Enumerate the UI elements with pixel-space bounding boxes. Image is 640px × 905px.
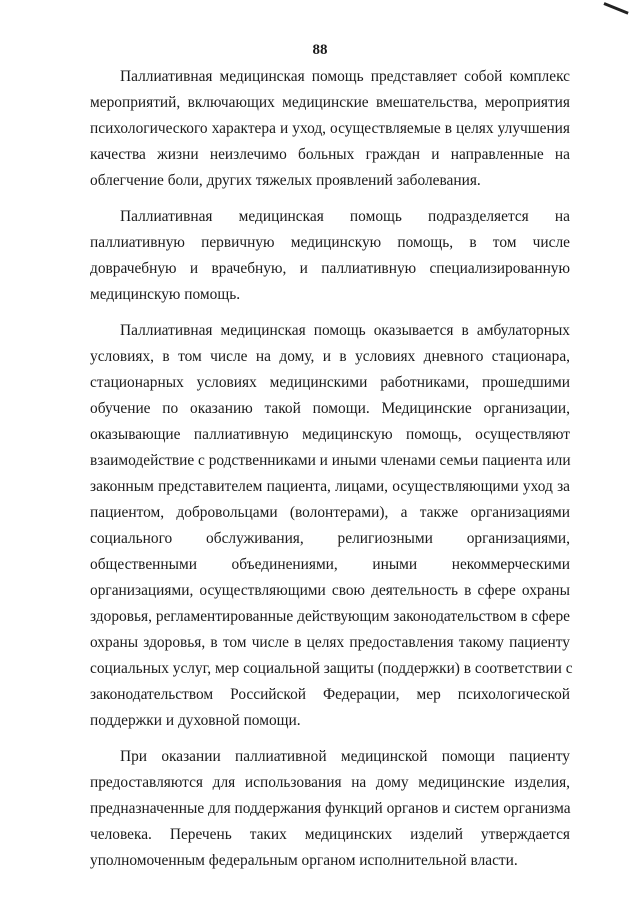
- text-line: предназначенные для поддержания функций органов и систем организма: [90, 800, 571, 817]
- document-body: [90, 64, 573, 874]
- text-line: мероприятий, включающих медицинские вмешательства, мероприятия: [90, 94, 570, 111]
- text-line: социального обслуживания, религиозными организациями,: [90, 530, 570, 547]
- text-line: предоставляются для использования на дому медицинские изделия,: [90, 774, 570, 791]
- paragraph: [90, 744, 570, 874]
- text-line: человека. Перечень таких медицинских изделий утверждается: [90, 826, 570, 843]
- text-line: социальных услуг, мер социальной защиты (поддержки) в соответствии с: [90, 660, 573, 677]
- paragraph: [90, 64, 570, 194]
- scan-corner-mark: [602, 0, 630, 14]
- text-line: Паллиативная медицинская помощь представляет собой комплекс: [120, 68, 570, 85]
- text-line: здоровья, регламентированные действующим законодательством в сфере: [90, 608, 570, 625]
- text-line: психологического характера и уход, осуществляемые в целях улучшения: [90, 120, 570, 137]
- text-line: стационарных условиях медицинскими работниками, прошедшими: [90, 374, 570, 391]
- text-line: законодательством Российской Федерации, мер психологической: [90, 686, 570, 703]
- text-line: охраны здоровья, в том числе в целях предоставления такому пациенту: [90, 634, 570, 651]
- text-line: медицинскую помощь.: [90, 286, 241, 303]
- text-line: оказывающие паллиативную медицинскую помощь, осуществляют: [90, 426, 570, 443]
- text-line: поддержки и духовной помощи.: [90, 712, 301, 729]
- text-line: взаимодействие с родственниками и иными членами семьи пациента или: [90, 452, 571, 469]
- text-line: обучение по оказанию такой помощи. Медицинские организации,: [90, 400, 570, 417]
- text-line: облегчение боли, других тяжелых проявлений заболевания.: [90, 172, 481, 189]
- text-line: Паллиативная медицинская помощь подразделяется на: [120, 208, 570, 225]
- text-line: законным представителем пациента, лицами, осуществляющими уход за: [90, 478, 570, 495]
- text-line: доврачебную и врачебную, и паллиативную специализированную: [90, 260, 570, 277]
- paragraph: [90, 318, 573, 734]
- text-line: пациентом, добровольцами (волонтерами), а также организациями: [90, 504, 570, 521]
- paragraph: [90, 204, 570, 308]
- text-line: организациями, осуществляющими свою деятельность в сфере охраны: [90, 582, 570, 599]
- text-line: При оказании паллиативной медицинской помощи пациенту: [120, 748, 570, 765]
- text-line: Паллиативная медицинская помощь оказывается в амбулаторных: [120, 322, 570, 339]
- text-line: паллиативную первичную медицинскую помощь, в том числе: [90, 234, 570, 251]
- text-line: уполномоченным федеральным органом исполнительной власти.: [90, 852, 518, 869]
- text-line: общественными объединениями, иными некоммерческими: [90, 556, 570, 573]
- text-line: качества жизни неизлечимо больных граждан и направленные на: [90, 146, 570, 163]
- page-number: 88: [312, 42, 328, 58]
- text-line: условиях, в том числе на дому, и в условиях дневного стационара,: [90, 348, 570, 365]
